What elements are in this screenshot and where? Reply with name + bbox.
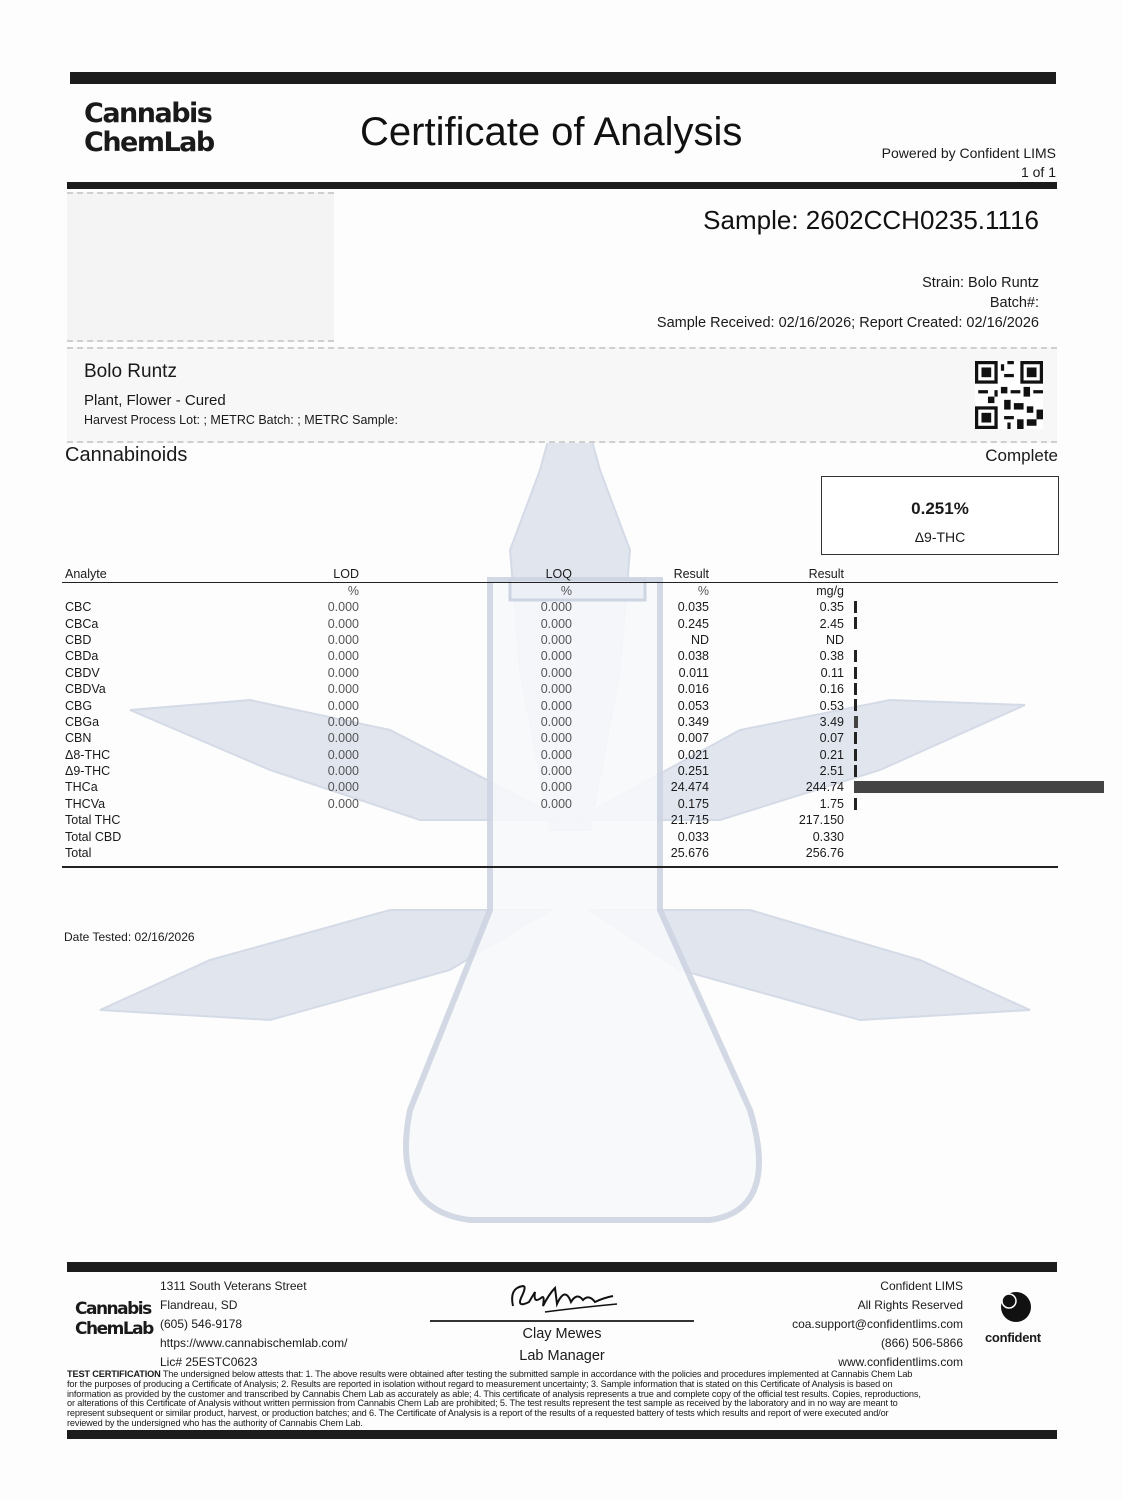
header-logo-line2: ChemLab bbox=[84, 127, 214, 158]
certification-line-6: reviewed by the undersigned who has the authority of Cannabis Chem Lab. bbox=[67, 1417, 363, 1428]
footer-logo bbox=[75, 1299, 153, 1339]
qr-code-icon bbox=[975, 361, 1043, 429]
analyte-result-bar bbox=[854, 601, 857, 613]
analyte-result-mg: ND bbox=[825, 632, 844, 647]
analyte-loq: 0.000 bbox=[540, 698, 572, 713]
signer-name: Clay Mewes bbox=[522, 1326, 602, 1342]
section-title: Cannabinoids bbox=[65, 444, 188, 466]
lims-phone: (866) 506-5866 bbox=[880, 1336, 963, 1350]
lab-address bbox=[160, 1277, 347, 1372]
address-city: Flandreau, SD bbox=[160, 1298, 238, 1312]
table-row bbox=[62, 747, 1058, 763]
analyte-result-bar bbox=[854, 749, 857, 761]
sample-strain: Strain: Bolo Runtz bbox=[922, 275, 1039, 291]
footer-logo-line1: Cannabis bbox=[75, 1299, 151, 1319]
analyte-lod: 0.000 bbox=[327, 665, 359, 680]
analyte-result-mg: 3.49 bbox=[819, 714, 844, 729]
page-count: 1 of 1 bbox=[1020, 164, 1056, 180]
analyte-result-bar bbox=[854, 667, 857, 679]
analyte-result-pct: 0.011 bbox=[678, 665, 709, 680]
analyte-result-bar bbox=[854, 683, 857, 695]
analyte-loq: 0.000 bbox=[540, 616, 572, 631]
unit-result-mg: mg/g bbox=[816, 584, 844, 598]
analyte-name: CBCa bbox=[65, 616, 99, 631]
analyte-lod: 0.000 bbox=[327, 632, 359, 647]
total-result-mg: 256.76 bbox=[805, 846, 844, 861]
analyte-result-bar bbox=[854, 781, 1104, 793]
bottom-rule bbox=[67, 1430, 1057, 1439]
analyte-result-mg: 0.21 bbox=[819, 747, 844, 762]
analyte-name: CBC bbox=[65, 600, 92, 615]
col-lod: LOD bbox=[333, 567, 359, 581]
col-bar bbox=[844, 566, 1058, 583]
product-lots: Harvest Process Lot: ; METRC Batch: ; METRC Sample: bbox=[84, 413, 398, 427]
product-name: Bolo Runtz bbox=[84, 361, 177, 382]
total-name: Total CBD bbox=[65, 829, 122, 844]
signature-line bbox=[430, 1320, 694, 1322]
analyte-result-bar bbox=[854, 798, 857, 810]
analyte-result-pct: 0.251 bbox=[677, 764, 709, 779]
table-row bbox=[62, 697, 1058, 713]
total-result-mg: 217.150 bbox=[798, 813, 844, 828]
powered-by: Powered by Confident LIMS bbox=[881, 145, 1056, 161]
analyte-lod: 0.000 bbox=[327, 616, 359, 631]
header-logo-line1: Cannabis bbox=[84, 98, 212, 129]
table-row bbox=[62, 779, 1058, 795]
table-bottom-rule bbox=[62, 866, 1058, 868]
lims-info bbox=[792, 1277, 963, 1372]
certification-line-3: information as provided by the customer and transcribed by Cannabis Chem Lab as accurately as able; 4. This certificate of analysis represents a true and complete copy of the official test results. Copies, reproductions, bbox=[67, 1388, 921, 1399]
analyte-result-pct: 0.038 bbox=[677, 649, 709, 664]
unit-loq: % bbox=[560, 584, 572, 598]
analyte-name: CBDVa bbox=[65, 682, 106, 697]
analyte-result-pct: 0.007 bbox=[677, 731, 709, 746]
table-row bbox=[62, 665, 1058, 681]
section-status: Complete bbox=[985, 446, 1058, 465]
unit-result-pct: % bbox=[697, 584, 709, 598]
certification-line-2: for the purposes of producing a Certificate of Analysis; 2. Results are reported in isolation without regard to measurement uncertainty; 3. Sample information that is stated on this Certificate of Analysis is based on bbox=[67, 1378, 893, 1389]
client-info-box bbox=[67, 192, 334, 342]
certification-line-4: or alterations of this Certificate of Analysis without written permission from Cannabis Chem Lab are prohibited; 5. The test results represent the test sample as received by the laboratory and in no way are meant to bbox=[67, 1398, 898, 1409]
analyte-name: CBGa bbox=[65, 714, 100, 729]
lims-name: Confident LIMS bbox=[880, 1279, 963, 1293]
total-name: Total bbox=[65, 846, 92, 861]
footer-rule bbox=[67, 1262, 1057, 1272]
analyte-lod: 0.000 bbox=[327, 731, 359, 746]
certification-line-1: The undersigned below attests that: 1. The above results were obtained after testing the submitted sample in accordance with the policies and procedures implemented at Cannabis Chem Lab bbox=[162, 1369, 913, 1379]
analyte-result-bar bbox=[854, 765, 857, 777]
address-street: 1311 South Veterans Street bbox=[160, 1279, 307, 1293]
analyte-lod: 0.000 bbox=[327, 796, 359, 811]
analyte-result-pct: 0.349 bbox=[677, 714, 709, 729]
analyte-name: CBN bbox=[65, 731, 92, 746]
footer-logo-line2: ChemLab bbox=[75, 1319, 153, 1339]
analyte-name: Δ9-THC bbox=[65, 764, 111, 779]
total-result-pct: 25.676 bbox=[670, 846, 709, 861]
analyte-result-bar bbox=[854, 732, 857, 744]
analyte-name: THCVa bbox=[65, 796, 106, 811]
analyte-lod: 0.000 bbox=[327, 682, 359, 697]
header-rule bbox=[67, 182, 1057, 189]
lims-website-link[interactable]: www.confidentlims.com bbox=[838, 1355, 963, 1369]
analyte-result-pct: ND bbox=[690, 632, 709, 647]
analyte-result-bar bbox=[854, 716, 858, 728]
total-result-pct: 0.033 bbox=[677, 829, 709, 844]
confident-logo-icon bbox=[995, 1290, 1037, 1324]
col-loq: LOQ bbox=[545, 567, 572, 581]
analyte-loq: 0.000 bbox=[540, 682, 572, 697]
analyte-loq: 0.000 bbox=[540, 796, 572, 811]
analyte-name: CBD bbox=[65, 632, 92, 647]
analyte-result-bar bbox=[854, 617, 857, 629]
sample-id: Sample: 2602CCH0235.1116 bbox=[703, 205, 1039, 235]
analyte-name: THCa bbox=[65, 780, 98, 795]
analyte-result-pct: 0.245 bbox=[677, 616, 709, 631]
analyte-result-pct: 0.016 bbox=[677, 682, 709, 697]
analyte-result-mg: 0.53 bbox=[819, 698, 844, 713]
summary-value: 0.251% bbox=[911, 499, 969, 518]
test-certification bbox=[67, 1370, 1057, 1429]
table-row bbox=[62, 796, 1058, 812]
analyte-name: CBG bbox=[65, 698, 93, 713]
analyte-result-mg: 0.35 bbox=[819, 600, 844, 615]
analyte-result-mg: 0.07 bbox=[819, 731, 844, 746]
date-tested: Date Tested: 02/16/2026 bbox=[64, 930, 195, 944]
analyte-result-mg: 2.45 bbox=[819, 616, 844, 631]
analyte-result-pct: 0.175 bbox=[677, 796, 709, 811]
sample-dates: Sample Received: 02/16/2026; Report Created: 02/16/2026 bbox=[656, 315, 1039, 331]
analyte-name: Δ8-THC bbox=[65, 747, 111, 762]
analyte-name: CBDV bbox=[65, 665, 100, 680]
analyte-result-mg: 0.16 bbox=[819, 682, 844, 697]
lab-website-link[interactable]: https://www.cannabischemlab.com/ bbox=[160, 1336, 348, 1350]
header-logo bbox=[84, 99, 214, 157]
summary-box bbox=[821, 476, 1059, 555]
summary-label: Δ9-THC bbox=[914, 529, 966, 545]
lims-email-link[interactable]: coa.support@confidentlims.com bbox=[792, 1317, 963, 1331]
analyte-lod: 0.000 bbox=[327, 764, 359, 779]
lab-phone: (605) 546-9178 bbox=[160, 1317, 243, 1331]
table-row bbox=[62, 632, 1058, 648]
analyte-lod: 0.000 bbox=[327, 747, 359, 762]
col-result-pct: Result bbox=[673, 567, 709, 581]
total-row bbox=[62, 828, 1058, 844]
analyte-lod: 0.000 bbox=[327, 698, 359, 713]
analyte-table bbox=[62, 566, 1058, 861]
table-row bbox=[62, 599, 1058, 615]
analyte-loq: 0.000 bbox=[540, 649, 572, 664]
analyte-result-pct: 0.053 bbox=[677, 698, 709, 713]
signer-title: Lab Manager bbox=[519, 1348, 605, 1364]
top-rule bbox=[70, 72, 1056, 84]
sample-batch: Batch#: bbox=[989, 295, 1039, 311]
analyte-result-mg: 1.75 bbox=[819, 796, 844, 811]
analyte-loq: 0.000 bbox=[540, 714, 572, 729]
analyte-loq: 0.000 bbox=[540, 780, 572, 795]
analyte-result-mg: 244.74 bbox=[805, 780, 844, 795]
confident-logo-text: confident bbox=[985, 1330, 1041, 1345]
analyte-result-pct: 24.474 bbox=[670, 780, 709, 795]
analyte-result-mg: 0.38 bbox=[819, 649, 844, 664]
analyte-result-bar bbox=[854, 699, 857, 711]
table-units-row bbox=[62, 583, 1058, 600]
table-row bbox=[62, 648, 1058, 664]
analyte-loq: 0.000 bbox=[540, 764, 572, 779]
table-header-row bbox=[62, 566, 1058, 583]
lab-license: Lic# 25ESTC0623 bbox=[160, 1355, 258, 1369]
table-row bbox=[62, 763, 1058, 779]
analyte-result-bar bbox=[854, 650, 857, 662]
analyte-name: CBDa bbox=[65, 649, 99, 664]
signature-icon bbox=[505, 1278, 625, 1318]
analyte-lod: 0.000 bbox=[327, 714, 359, 729]
table-row bbox=[62, 714, 1058, 730]
analyte-loq: 0.000 bbox=[540, 600, 572, 615]
certification-lead: TEST CERTIFICATION bbox=[67, 1369, 161, 1379]
total-row bbox=[62, 812, 1058, 828]
analyte-lod: 0.000 bbox=[327, 600, 359, 615]
unit-lod: % bbox=[347, 584, 359, 598]
total-name: Total THC bbox=[65, 813, 121, 828]
analyte-result-pct: 0.021 bbox=[677, 747, 709, 762]
analyte-result-mg: 0.11 bbox=[820, 665, 844, 680]
analyte-result-mg: 2.51 bbox=[819, 764, 844, 779]
analyte-loq: 0.000 bbox=[540, 665, 572, 680]
analyte-lod: 0.000 bbox=[327, 649, 359, 664]
certification-line-5: represent subsequent or similar product, harvest, or production batches; and 6. The Certificate of Analysis is a report of the results of a requested battery of tests which results and report of were executed and/or bbox=[67, 1408, 889, 1419]
total-result-pct: 21.715 bbox=[670, 813, 709, 828]
page-title: Certificate of Analysis bbox=[360, 110, 743, 154]
analyte-loq: 0.000 bbox=[540, 632, 572, 647]
col-analyte: Analyte bbox=[65, 567, 107, 581]
table-row bbox=[62, 730, 1058, 746]
table-row bbox=[62, 615, 1058, 631]
analyte-result-pct: 0.035 bbox=[677, 600, 709, 615]
table-row bbox=[62, 681, 1058, 697]
total-row bbox=[62, 845, 1058, 861]
analyte-loq: 0.000 bbox=[540, 747, 572, 762]
analyte-loq: 0.000 bbox=[540, 731, 572, 746]
product-type: Plant, Flower - Cured bbox=[84, 392, 226, 409]
analyte-lod: 0.000 bbox=[327, 780, 359, 795]
lims-rights: All Rights Reserved bbox=[857, 1298, 963, 1312]
total-result-mg: 0.330 bbox=[812, 829, 844, 844]
col-result-mg: Result bbox=[808, 567, 844, 581]
